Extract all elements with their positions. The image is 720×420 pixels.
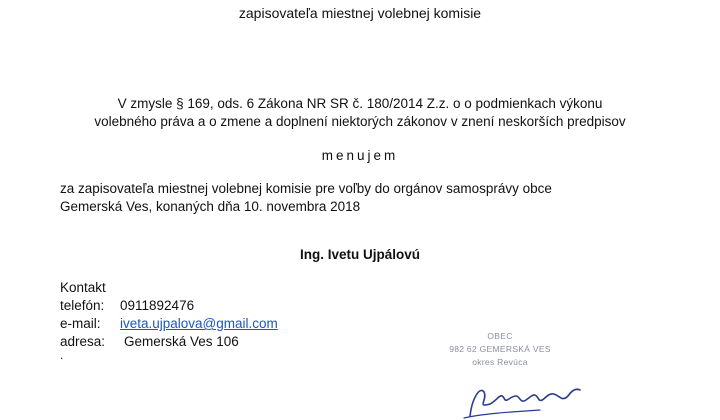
appointee-name: Ing. Ivetu Ujpálovú xyxy=(299,247,420,262)
signature xyxy=(450,378,610,420)
stamp-line-1: OBEC xyxy=(487,331,513,341)
contact-block xyxy=(60,279,278,351)
signature-stroke xyxy=(470,389,580,416)
legal-basis-line-2: volebného práva a o zmene a doplnení niektorých zákonov v znení neskorších predpisov xyxy=(94,114,626,129)
contact-address-row xyxy=(60,333,278,351)
email-link[interactable]: iveta.ujpalova@gmail.com xyxy=(120,316,278,331)
contact-phone-row xyxy=(60,297,278,315)
appointment-paragraph xyxy=(60,180,552,216)
appointment-line-1: za zapisovateľa miestnej volebnej komisie pre voľby do orgánov samosprávy obce xyxy=(60,181,552,196)
legal-basis-line-1: V zmysle § 169, ods. 6 Zákona NR SR č. 180/2014 Z.z. o o podmienkach výkonu xyxy=(117,96,603,111)
contact-email-row xyxy=(60,315,278,333)
signature-underline xyxy=(464,410,540,418)
phone-label: telefón: xyxy=(60,298,105,313)
address-label: adresa: xyxy=(60,334,106,349)
appoint-verb: menujem xyxy=(321,148,399,163)
stamp-line-3: okres Revúca xyxy=(472,357,528,367)
stamp-line-2: 982 62 GEMERSKÁ VES xyxy=(449,344,551,354)
document-heading: zapisovateľa miestnej volebnej komisie xyxy=(238,5,482,21)
contact-title: Kontakt xyxy=(60,280,106,295)
appointment-line-2: Gemerská Ves, konaných dňa 10. novembra 2018 xyxy=(60,199,361,214)
phone-value: 0911892476 xyxy=(120,298,195,313)
email-label: e-mail: xyxy=(60,316,101,331)
legal-basis-paragraph xyxy=(0,95,720,131)
address-value: Gemerská Ves 106 xyxy=(124,334,239,349)
trailing-dot: . xyxy=(60,348,64,362)
municipal-stamp xyxy=(420,330,580,369)
